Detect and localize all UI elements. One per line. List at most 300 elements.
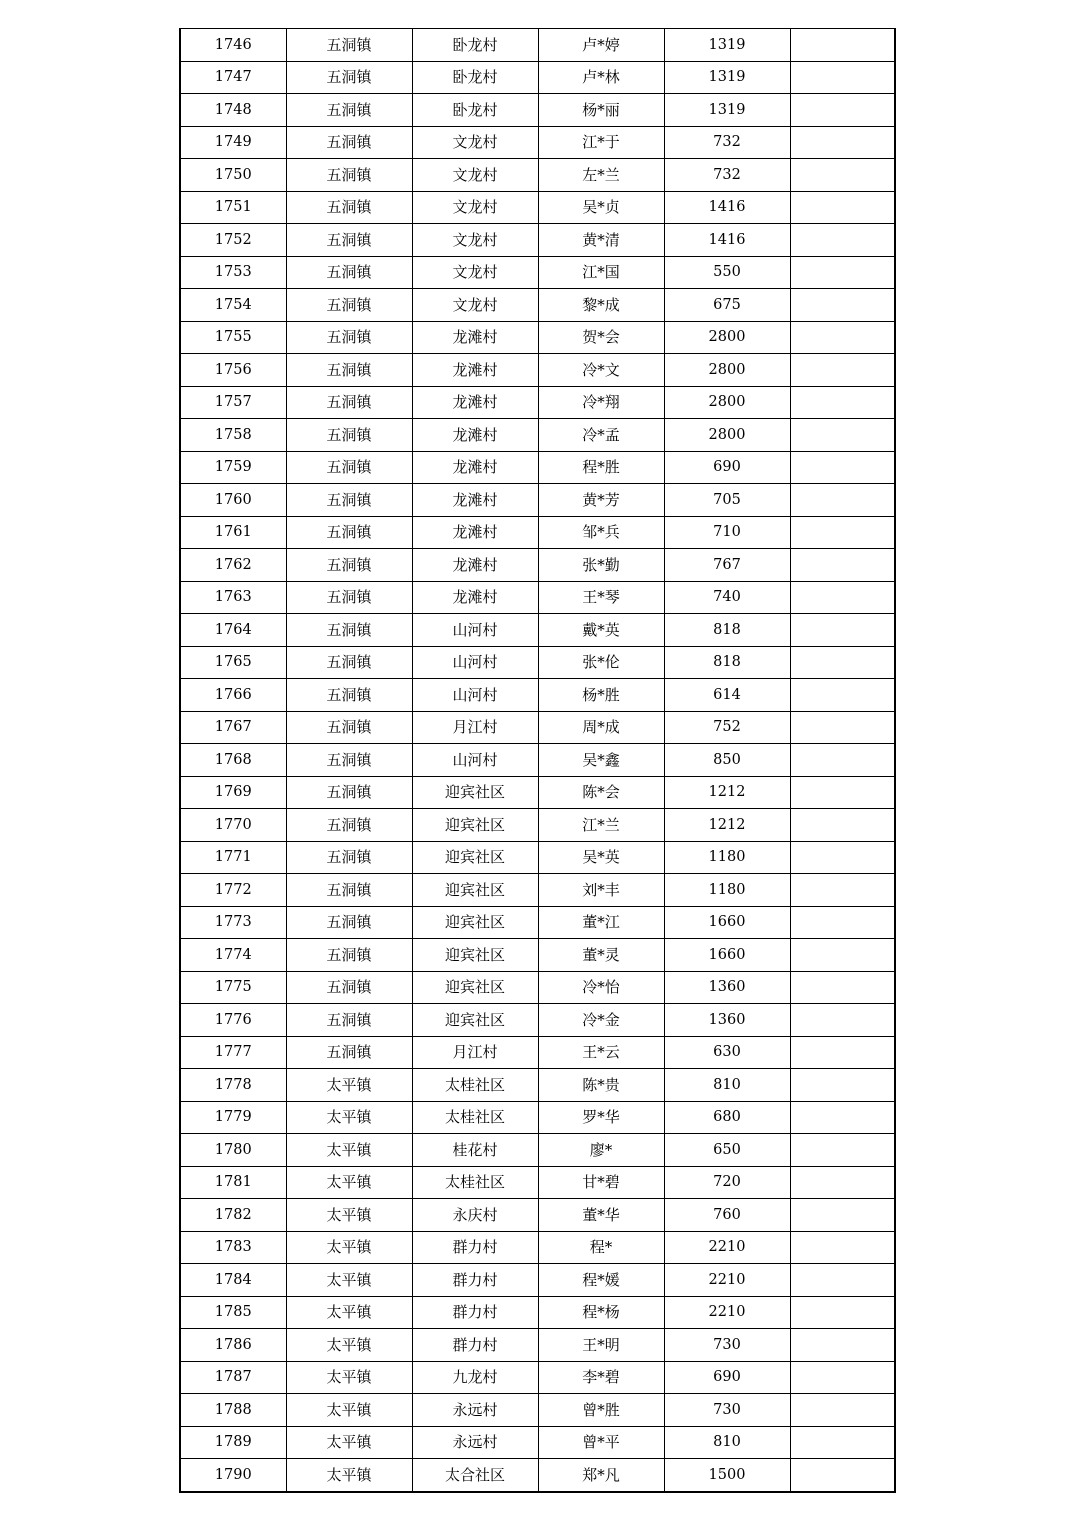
town-cell: 五洞镇 bbox=[286, 419, 412, 452]
amount-cell: 2800 bbox=[664, 419, 790, 452]
village-cell: 太桂社区 bbox=[412, 1101, 538, 1134]
amount-cell: 810 bbox=[664, 1426, 790, 1459]
village-cell: 迎宾社区 bbox=[412, 776, 538, 809]
person-name-cell: 陈*贵 bbox=[538, 1069, 664, 1102]
person-name-cell: 李*碧 bbox=[538, 1361, 664, 1394]
village-cell: 龙滩村 bbox=[412, 354, 538, 387]
amount-cell: 767 bbox=[664, 549, 790, 582]
person-name-cell: 邹*兵 bbox=[538, 516, 664, 549]
village-cell: 群力村 bbox=[412, 1329, 538, 1362]
note-cell bbox=[790, 159, 895, 192]
person-name-cell: 江*国 bbox=[538, 256, 664, 289]
village-cell: 迎宾社区 bbox=[412, 971, 538, 1004]
row-number-cell: 1751 bbox=[180, 191, 286, 224]
table-row bbox=[180, 939, 895, 972]
note-cell bbox=[790, 939, 895, 972]
note-cell bbox=[790, 549, 895, 582]
note-cell bbox=[790, 1004, 895, 1037]
amount-cell: 760 bbox=[664, 1199, 790, 1232]
town-cell: 五洞镇 bbox=[286, 841, 412, 874]
town-cell: 五洞镇 bbox=[286, 971, 412, 1004]
town-cell: 五洞镇 bbox=[286, 484, 412, 517]
amount-cell: 1319 bbox=[664, 94, 790, 127]
table-row bbox=[180, 289, 895, 322]
table-row bbox=[180, 1426, 895, 1459]
table-row bbox=[180, 484, 895, 517]
row-number-cell: 1770 bbox=[180, 809, 286, 842]
row-number-cell: 1781 bbox=[180, 1166, 286, 1199]
amount-cell: 1212 bbox=[664, 809, 790, 842]
note-cell bbox=[790, 1394, 895, 1427]
person-name-cell: 甘*碧 bbox=[538, 1166, 664, 1199]
amount-cell: 675 bbox=[664, 289, 790, 322]
village-cell: 文龙村 bbox=[412, 159, 538, 192]
person-name-cell: 陈*会 bbox=[538, 776, 664, 809]
person-name-cell: 贺*会 bbox=[538, 321, 664, 354]
note-cell bbox=[790, 614, 895, 647]
note-cell bbox=[790, 1231, 895, 1264]
amount-cell: 752 bbox=[664, 711, 790, 744]
table-row bbox=[180, 1199, 895, 1232]
note-cell bbox=[790, 1134, 895, 1167]
town-cell: 五洞镇 bbox=[286, 874, 412, 907]
person-name-cell: 吴*英 bbox=[538, 841, 664, 874]
village-cell: 山河村 bbox=[412, 744, 538, 777]
town-cell: 五洞镇 bbox=[286, 94, 412, 127]
village-cell: 迎宾社区 bbox=[412, 874, 538, 907]
table-row bbox=[180, 809, 895, 842]
row-number-cell: 1753 bbox=[180, 256, 286, 289]
amount-cell: 818 bbox=[664, 614, 790, 647]
table-row bbox=[180, 1296, 895, 1329]
person-name-cell: 程*胜 bbox=[538, 451, 664, 484]
row-number-cell: 1756 bbox=[180, 354, 286, 387]
table-row bbox=[180, 29, 895, 62]
note-cell bbox=[790, 224, 895, 257]
amount-cell: 732 bbox=[664, 126, 790, 159]
row-number-cell: 1771 bbox=[180, 841, 286, 874]
note-cell bbox=[790, 711, 895, 744]
amount-cell: 1416 bbox=[664, 224, 790, 257]
town-cell: 五洞镇 bbox=[286, 321, 412, 354]
person-name-cell: 江*兰 bbox=[538, 809, 664, 842]
note-cell bbox=[790, 1199, 895, 1232]
note-cell bbox=[790, 841, 895, 874]
town-cell: 五洞镇 bbox=[286, 646, 412, 679]
town-cell: 太平镇 bbox=[286, 1264, 412, 1297]
town-cell: 五洞镇 bbox=[286, 256, 412, 289]
amount-cell: 730 bbox=[664, 1394, 790, 1427]
note-cell bbox=[790, 1069, 895, 1102]
person-name-cell: 郑*凡 bbox=[538, 1459, 664, 1492]
note-cell bbox=[790, 646, 895, 679]
village-cell: 太合社区 bbox=[412, 1459, 538, 1492]
document-table-container bbox=[179, 28, 894, 1493]
row-number-cell: 1785 bbox=[180, 1296, 286, 1329]
village-cell: 迎宾社区 bbox=[412, 939, 538, 972]
row-number-cell: 1750 bbox=[180, 159, 286, 192]
amount-cell: 1360 bbox=[664, 1004, 790, 1037]
town-cell: 五洞镇 bbox=[286, 61, 412, 94]
town-cell: 五洞镇 bbox=[286, 679, 412, 712]
village-cell: 迎宾社区 bbox=[412, 906, 538, 939]
person-name-cell: 杨*胜 bbox=[538, 679, 664, 712]
table-row bbox=[180, 906, 895, 939]
town-cell: 太平镇 bbox=[286, 1231, 412, 1264]
person-name-cell: 董*江 bbox=[538, 906, 664, 939]
note-cell bbox=[790, 484, 895, 517]
village-cell: 龙滩村 bbox=[412, 549, 538, 582]
person-name-cell: 廖* bbox=[538, 1134, 664, 1167]
table-row bbox=[180, 191, 895, 224]
row-number-cell: 1762 bbox=[180, 549, 286, 582]
note-cell bbox=[790, 874, 895, 907]
town-cell: 五洞镇 bbox=[286, 776, 412, 809]
note-cell bbox=[790, 94, 895, 127]
table-row bbox=[180, 549, 895, 582]
person-name-cell: 曾*平 bbox=[538, 1426, 664, 1459]
person-name-cell: 董*灵 bbox=[538, 939, 664, 972]
amount-cell: 1180 bbox=[664, 841, 790, 874]
table-row bbox=[180, 744, 895, 777]
town-cell: 五洞镇 bbox=[286, 744, 412, 777]
row-number-cell: 1782 bbox=[180, 1199, 286, 1232]
table-row bbox=[180, 1036, 895, 1069]
row-number-cell: 1766 bbox=[180, 679, 286, 712]
person-name-cell: 周*成 bbox=[538, 711, 664, 744]
village-cell: 龙滩村 bbox=[412, 516, 538, 549]
village-cell: 卧龙村 bbox=[412, 29, 538, 62]
note-cell bbox=[790, 971, 895, 1004]
note-cell bbox=[790, 321, 895, 354]
person-name-cell: 程*媛 bbox=[538, 1264, 664, 1297]
town-cell: 太平镇 bbox=[286, 1394, 412, 1427]
amount-cell: 1360 bbox=[664, 971, 790, 1004]
row-number-cell: 1746 bbox=[180, 29, 286, 62]
table-row bbox=[180, 321, 895, 354]
table-row bbox=[180, 711, 895, 744]
amount-cell: 1319 bbox=[664, 61, 790, 94]
village-cell: 迎宾社区 bbox=[412, 809, 538, 842]
note-cell bbox=[790, 1166, 895, 1199]
village-cell: 卧龙村 bbox=[412, 94, 538, 127]
village-cell: 群力村 bbox=[412, 1264, 538, 1297]
row-number-cell: 1779 bbox=[180, 1101, 286, 1134]
town-cell: 五洞镇 bbox=[286, 581, 412, 614]
village-cell: 月江村 bbox=[412, 711, 538, 744]
village-cell: 太桂社区 bbox=[412, 1166, 538, 1199]
village-cell: 永远村 bbox=[412, 1394, 538, 1427]
person-name-cell: 吴*贞 bbox=[538, 191, 664, 224]
person-name-cell: 张*伦 bbox=[538, 646, 664, 679]
town-cell: 太平镇 bbox=[286, 1069, 412, 1102]
town-cell: 太平镇 bbox=[286, 1296, 412, 1329]
amount-cell: 1660 bbox=[664, 906, 790, 939]
person-name-cell: 曾*胜 bbox=[538, 1394, 664, 1427]
note-cell bbox=[790, 1361, 895, 1394]
table-row bbox=[180, 776, 895, 809]
amount-cell: 1212 bbox=[664, 776, 790, 809]
village-cell: 群力村 bbox=[412, 1231, 538, 1264]
village-cell: 卧龙村 bbox=[412, 61, 538, 94]
person-name-cell: 程* bbox=[538, 1231, 664, 1264]
row-number-cell: 1749 bbox=[180, 126, 286, 159]
table-row bbox=[180, 1004, 895, 1037]
amount-cell: 720 bbox=[664, 1166, 790, 1199]
town-cell: 太平镇 bbox=[286, 1199, 412, 1232]
town-cell: 五洞镇 bbox=[286, 1036, 412, 1069]
row-number-cell: 1775 bbox=[180, 971, 286, 1004]
row-number-cell: 1783 bbox=[180, 1231, 286, 1264]
amount-cell: 2800 bbox=[664, 386, 790, 419]
table-row bbox=[180, 419, 895, 452]
table-row bbox=[180, 1166, 895, 1199]
note-cell bbox=[790, 256, 895, 289]
note-cell bbox=[790, 126, 895, 159]
row-number-cell: 1777 bbox=[180, 1036, 286, 1069]
note-cell bbox=[790, 386, 895, 419]
row-number-cell: 1755 bbox=[180, 321, 286, 354]
person-name-cell: 江*于 bbox=[538, 126, 664, 159]
row-number-cell: 1788 bbox=[180, 1394, 286, 1427]
table-row bbox=[180, 1134, 895, 1167]
village-cell: 山河村 bbox=[412, 614, 538, 647]
amount-cell: 690 bbox=[664, 1361, 790, 1394]
village-cell: 龙滩村 bbox=[412, 484, 538, 517]
person-name-cell: 程*杨 bbox=[538, 1296, 664, 1329]
town-cell: 太平镇 bbox=[286, 1426, 412, 1459]
amount-cell: 705 bbox=[664, 484, 790, 517]
person-name-cell: 冷*孟 bbox=[538, 419, 664, 452]
table-row bbox=[180, 1361, 895, 1394]
village-cell: 月江村 bbox=[412, 1036, 538, 1069]
person-name-cell: 吴*鑫 bbox=[538, 744, 664, 777]
amount-cell: 1319 bbox=[664, 29, 790, 62]
town-cell: 太平镇 bbox=[286, 1361, 412, 1394]
town-cell: 五洞镇 bbox=[286, 191, 412, 224]
row-number-cell: 1758 bbox=[180, 419, 286, 452]
row-number-cell: 1747 bbox=[180, 61, 286, 94]
note-cell bbox=[790, 419, 895, 452]
village-cell: 迎宾社区 bbox=[412, 841, 538, 874]
table-row bbox=[180, 1459, 895, 1492]
amount-cell: 650 bbox=[664, 1134, 790, 1167]
table-row bbox=[180, 451, 895, 484]
table-row bbox=[180, 646, 895, 679]
town-cell: 五洞镇 bbox=[286, 451, 412, 484]
row-number-cell: 1764 bbox=[180, 614, 286, 647]
amount-cell: 850 bbox=[664, 744, 790, 777]
note-cell bbox=[790, 1329, 895, 1362]
town-cell: 五洞镇 bbox=[286, 224, 412, 257]
amount-cell: 630 bbox=[664, 1036, 790, 1069]
note-cell bbox=[790, 906, 895, 939]
amount-cell: 810 bbox=[664, 1069, 790, 1102]
amount-cell: 1660 bbox=[664, 939, 790, 972]
row-number-cell: 1752 bbox=[180, 224, 286, 257]
amount-cell: 740 bbox=[664, 581, 790, 614]
note-cell bbox=[790, 1459, 895, 1492]
note-cell bbox=[790, 29, 895, 62]
table-row bbox=[180, 61, 895, 94]
village-cell: 永远村 bbox=[412, 1426, 538, 1459]
table-row bbox=[180, 1264, 895, 1297]
row-number-cell: 1769 bbox=[180, 776, 286, 809]
town-cell: 五洞镇 bbox=[286, 809, 412, 842]
village-cell: 文龙村 bbox=[412, 126, 538, 159]
row-number-cell: 1768 bbox=[180, 744, 286, 777]
amount-cell: 2210 bbox=[664, 1264, 790, 1297]
row-number-cell: 1778 bbox=[180, 1069, 286, 1102]
village-cell: 文龙村 bbox=[412, 191, 538, 224]
row-number-cell: 1748 bbox=[180, 94, 286, 127]
table-row bbox=[180, 126, 895, 159]
village-cell: 龙滩村 bbox=[412, 419, 538, 452]
town-cell: 五洞镇 bbox=[286, 29, 412, 62]
town-cell: 五洞镇 bbox=[286, 126, 412, 159]
note-cell bbox=[790, 354, 895, 387]
person-name-cell: 冷*文 bbox=[538, 354, 664, 387]
records-table bbox=[179, 28, 896, 1493]
town-cell: 五洞镇 bbox=[286, 516, 412, 549]
note-cell bbox=[790, 581, 895, 614]
amount-cell: 680 bbox=[664, 1101, 790, 1134]
note-cell bbox=[790, 516, 895, 549]
row-number-cell: 1774 bbox=[180, 939, 286, 972]
person-name-cell: 冷*怡 bbox=[538, 971, 664, 1004]
table-row bbox=[180, 354, 895, 387]
note-cell bbox=[790, 679, 895, 712]
village-cell: 龙滩村 bbox=[412, 451, 538, 484]
table-row bbox=[180, 841, 895, 874]
village-cell: 群力村 bbox=[412, 1296, 538, 1329]
row-number-cell: 1789 bbox=[180, 1426, 286, 1459]
town-cell: 太平镇 bbox=[286, 1134, 412, 1167]
town-cell: 五洞镇 bbox=[286, 711, 412, 744]
town-cell: 太平镇 bbox=[286, 1101, 412, 1134]
table-body bbox=[180, 29, 895, 1492]
table-row bbox=[180, 224, 895, 257]
row-number-cell: 1773 bbox=[180, 906, 286, 939]
person-name-cell: 黄*芳 bbox=[538, 484, 664, 517]
row-number-cell: 1790 bbox=[180, 1459, 286, 1492]
amount-cell: 732 bbox=[664, 159, 790, 192]
table-row bbox=[180, 1394, 895, 1427]
row-number-cell: 1763 bbox=[180, 581, 286, 614]
person-name-cell: 黄*清 bbox=[538, 224, 664, 257]
person-name-cell: 王*云 bbox=[538, 1036, 664, 1069]
town-cell: 五洞镇 bbox=[286, 906, 412, 939]
amount-cell: 2800 bbox=[664, 354, 790, 387]
village-cell: 龙滩村 bbox=[412, 581, 538, 614]
person-name-cell: 黎*成 bbox=[538, 289, 664, 322]
amount-cell: 2210 bbox=[664, 1231, 790, 1264]
amount-cell: 710 bbox=[664, 516, 790, 549]
amount-cell: 614 bbox=[664, 679, 790, 712]
note-cell bbox=[790, 1296, 895, 1329]
table-row bbox=[180, 581, 895, 614]
row-number-cell: 1757 bbox=[180, 386, 286, 419]
town-cell: 太平镇 bbox=[286, 1329, 412, 1362]
town-cell: 五洞镇 bbox=[286, 159, 412, 192]
table-row bbox=[180, 1069, 895, 1102]
person-name-cell: 卢*林 bbox=[538, 61, 664, 94]
person-name-cell: 王*明 bbox=[538, 1329, 664, 1362]
person-name-cell: 杨*丽 bbox=[538, 94, 664, 127]
town-cell: 五洞镇 bbox=[286, 614, 412, 647]
amount-cell: 1180 bbox=[664, 874, 790, 907]
note-cell bbox=[790, 744, 895, 777]
note-cell bbox=[790, 1101, 895, 1134]
town-cell: 五洞镇 bbox=[286, 1004, 412, 1037]
row-number-cell: 1759 bbox=[180, 451, 286, 484]
amount-cell: 690 bbox=[664, 451, 790, 484]
amount-cell: 1500 bbox=[664, 1459, 790, 1492]
note-cell bbox=[790, 191, 895, 224]
row-number-cell: 1780 bbox=[180, 1134, 286, 1167]
row-number-cell: 1765 bbox=[180, 646, 286, 679]
table-row bbox=[180, 159, 895, 192]
row-number-cell: 1786 bbox=[180, 1329, 286, 1362]
person-name-cell: 张*勤 bbox=[538, 549, 664, 582]
table-row bbox=[180, 386, 895, 419]
village-cell: 太桂社区 bbox=[412, 1069, 538, 1102]
table-row bbox=[180, 679, 895, 712]
village-cell: 九龙村 bbox=[412, 1361, 538, 1394]
note-cell bbox=[790, 61, 895, 94]
row-number-cell: 1761 bbox=[180, 516, 286, 549]
note-cell bbox=[790, 1264, 895, 1297]
town-cell: 五洞镇 bbox=[286, 549, 412, 582]
village-cell: 永庆村 bbox=[412, 1199, 538, 1232]
table-row bbox=[180, 1329, 895, 1362]
row-number-cell: 1772 bbox=[180, 874, 286, 907]
town-cell: 五洞镇 bbox=[286, 354, 412, 387]
amount-cell: 1416 bbox=[664, 191, 790, 224]
row-number-cell: 1787 bbox=[180, 1361, 286, 1394]
note-cell bbox=[790, 1036, 895, 1069]
table-row bbox=[180, 1231, 895, 1264]
row-number-cell: 1776 bbox=[180, 1004, 286, 1037]
note-cell bbox=[790, 289, 895, 322]
village-cell: 山河村 bbox=[412, 646, 538, 679]
note-cell bbox=[790, 809, 895, 842]
row-number-cell: 1760 bbox=[180, 484, 286, 517]
village-cell: 桂花村 bbox=[412, 1134, 538, 1167]
amount-cell: 730 bbox=[664, 1329, 790, 1362]
person-name-cell: 王*琴 bbox=[538, 581, 664, 614]
amount-cell: 2210 bbox=[664, 1296, 790, 1329]
person-name-cell: 董*华 bbox=[538, 1199, 664, 1232]
village-cell: 山河村 bbox=[412, 679, 538, 712]
note-cell bbox=[790, 776, 895, 809]
person-name-cell: 冷*金 bbox=[538, 1004, 664, 1037]
amount-cell: 550 bbox=[664, 256, 790, 289]
table-row bbox=[180, 516, 895, 549]
table-row bbox=[180, 1101, 895, 1134]
amount-cell: 2800 bbox=[664, 321, 790, 354]
person-name-cell: 戴*英 bbox=[538, 614, 664, 647]
town-cell: 五洞镇 bbox=[286, 289, 412, 322]
village-cell: 文龙村 bbox=[412, 289, 538, 322]
village-cell: 迎宾社区 bbox=[412, 1004, 538, 1037]
person-name-cell: 罗*华 bbox=[538, 1101, 664, 1134]
row-number-cell: 1754 bbox=[180, 289, 286, 322]
village-cell: 文龙村 bbox=[412, 224, 538, 257]
note-cell bbox=[790, 1426, 895, 1459]
town-cell: 太平镇 bbox=[286, 1166, 412, 1199]
town-cell: 五洞镇 bbox=[286, 386, 412, 419]
